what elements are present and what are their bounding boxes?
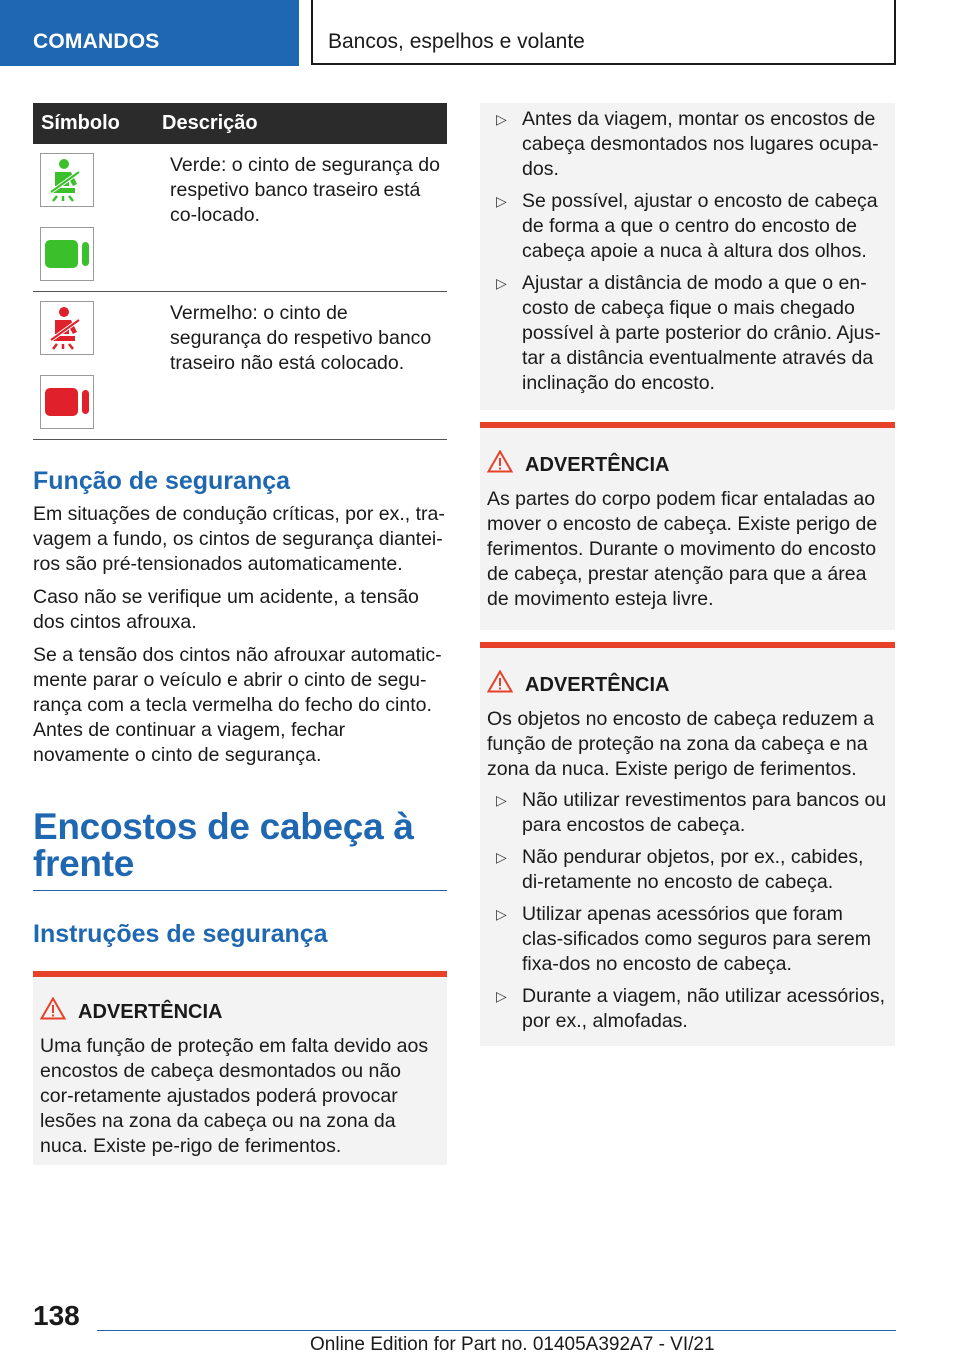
page-number: 138 <box>33 1300 80 1331</box>
warning-triangle-icon <box>487 450 513 479</box>
warning-title: ADVERTÊNCIA <box>78 1000 223 1023</box>
instruction-list <box>480 107 885 396</box>
paragraph: Caso não se verifique um acidente, a tensão dos cintos afrouxa. <box>33 586 419 633</box>
warning-list <box>480 788 887 1034</box>
bullet-icon: ▷ <box>496 849 507 865</box>
section-tab: COMANDOS <box>0 0 299 66</box>
section-heading: Função de segurança <box>33 467 291 495</box>
symbol-table <box>33 103 447 440</box>
list-item: ▷ Ajustar a distância de modo a que o en-costo de cabeça fique o mais chegado possível à parte posterior do crânio. Ajus-tar a distância eventualmente através da inclinação do encosto. <box>496 272 881 394</box>
right-column <box>480 103 895 1046</box>
col-symbol-header: Símbolo <box>33 103 162 144</box>
warning-box <box>33 971 447 1165</box>
bullet-icon: ▷ <box>496 906 507 922</box>
edition-text: Online Edition for Part no. 01405A392A7 - VI/21 <box>310 1334 715 1355</box>
bullet-icon: ▷ <box>496 275 507 291</box>
list-item: ▷ Antes da viagem, montar os encostos de cabeça desmontados nos lugares ocupa-dos. <box>496 108 879 180</box>
heading-rule <box>33 890 447 891</box>
bullet-icon: ▷ <box>496 193 507 209</box>
table-row <box>33 292 447 440</box>
col-description-header: Descrição <box>162 103 447 144</box>
list-item: ▷ Se possível, ajustar o encosto de cabeça de forma a que o centro do encosto de cabeça apoie a nuca à altura dos olhos. <box>496 190 878 262</box>
warning-title: ADVERTÊNCIA <box>525 673 670 696</box>
list-item: ▷ Durante a viagem, não utilizar acessórios, por ex., almofadas. <box>496 985 886 1032</box>
footer-rule <box>97 1330 896 1331</box>
warning-triangle-icon <box>487 670 513 699</box>
list-item: ▷ Não utilizar revestimentos para bancos ou para encostos de cabeça. <box>496 789 887 836</box>
list-item: ▷ Não pendurar objetos, por ex., cabides, di-retamente no encosto de cabeça. <box>496 846 864 893</box>
bullet-icon: ▷ <box>496 988 507 1004</box>
warning-box <box>480 642 895 1046</box>
warning-triangle-icon <box>40 997 66 1026</box>
chapter-heading: Encostos de cabeça à frente <box>33 806 414 884</box>
seatbelt-icon <box>40 153 94 207</box>
table-row <box>33 144 447 292</box>
seatbelt-icon <box>40 301 94 355</box>
indicator-red-icon <box>40 375 94 429</box>
chapter-title: Bancos, espelhos e volante <box>311 0 896 65</box>
warning-text: Os objetos no encosto de cabeça reduzem a função de proteção na zona da cabeça e na zona da nuca. Existe perigo de ferimentos. <box>487 708 874 780</box>
warning-text: Uma função de proteção em falta devido aos encostos de cabeça desmontados ou não cor-retamente ajustados poderá provocar lesões na zona da cabeça ou na zona da nuca. Existe pe-rigo de ferimentos. <box>40 1035 429 1157</box>
warning-title: ADVERTÊNCIA <box>525 453 670 476</box>
subsection-heading: Instruções de segurança <box>33 920 328 948</box>
warning-text: As partes do corpo podem ficar entaladas ao mover o encosto de cabeça. Existe perigo de ferimentos. Durante o movimento do encosto de cabeça, prestar atenção para que a área de movimento esteja livre. <box>487 488 878 610</box>
bullet-icon: ▷ <box>496 111 507 127</box>
left-column <box>33 103 447 1165</box>
row-description: Vermelho: o cinto de segurança do respetivo banco traseiro não está colocado. <box>162 292 447 440</box>
row-description: Verde: o cinto de segurança do respetivo banco traseiro está co-locado. <box>162 144 447 292</box>
paragraph: Se a tensão dos cintos não afrouxar automatic-mente parar o veículo e abrir o cinto de segu-rança com a tecla vermelha do fecho do cinto. Antes de continuar a viagem, fechar novamente o cinto de segurança. <box>33 644 442 766</box>
paragraph: Em situações de condução críticas, por ex., tra-vagem a fundo, os cintos de segurança diantei-ros são pré-tensionados automaticamente. <box>33 503 445 575</box>
instruction-box <box>480 103 895 410</box>
bullet-icon: ▷ <box>496 792 507 808</box>
warning-box <box>480 422 895 630</box>
indicator-green-icon <box>40 227 94 281</box>
list-item: ▷ Utilizar apenas acessórios que foram clas-sificados como seguros para serem fixa-dos no encosto de cabeça. <box>496 903 871 975</box>
